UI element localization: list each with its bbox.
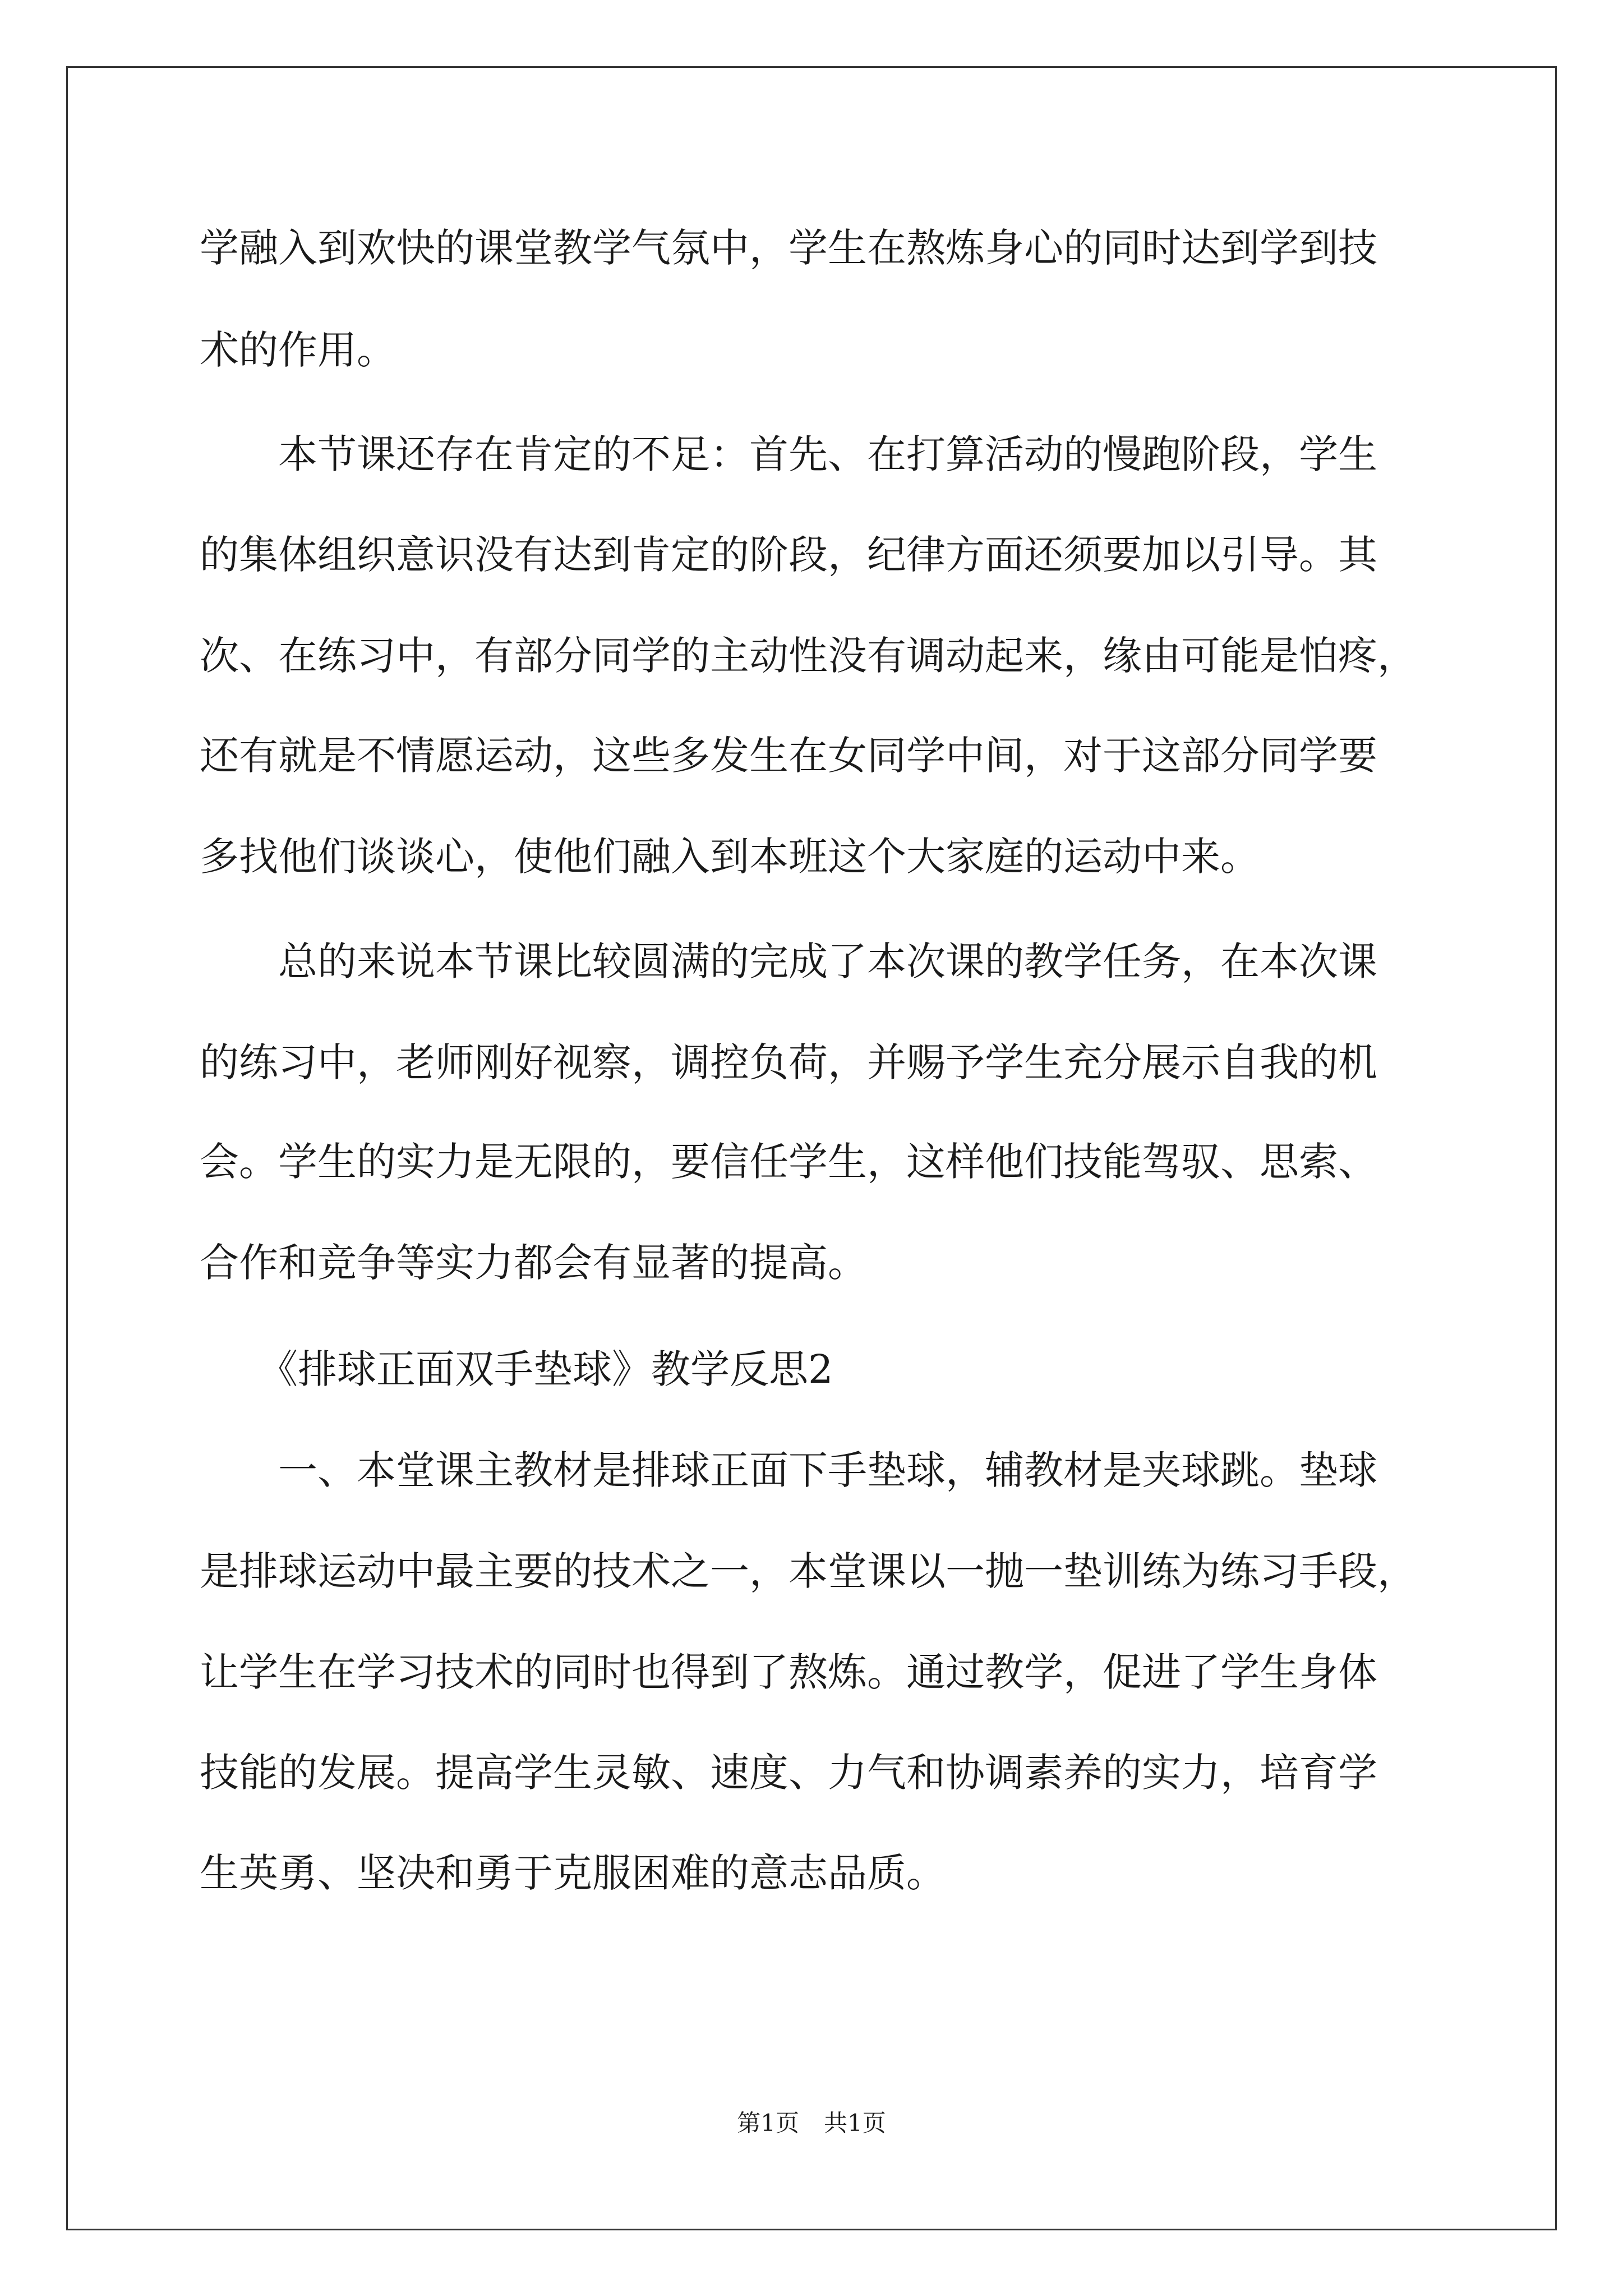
text-line: 让学生在学习技术的同时也得到了熬炼。通过教学，促进了学生身体 (200, 1649, 1377, 1695)
text-line: 还有就是不情愿运动，这些多发生在女同学中间，对于这部分同学要 (200, 733, 1377, 779)
text-line: 的集体组织意识没有达到肯定的阶段，纪律方面还须要加以引导。其 (200, 532, 1377, 578)
section-heading: 《排球正面双手垫球》教学反思2 (200, 1346, 833, 1392)
text-line: 的练习中，老师刚好视察，调控负荷，并赐予学生充分展示自我的机 (200, 1039, 1377, 1085)
text-line: 总的来说本节课比较圆满的完成了本次课的教学任务，在本次课 (200, 938, 1377, 984)
text-line: 技能的发展。提高学生灵敏、速度、力气和协调素养的实力，培育学 (200, 1750, 1377, 1796)
text-line: 合作和竞争等实力都会有显著的提高。 (200, 1240, 867, 1286)
page-footer (0, 2106, 1623, 2140)
text-line: 一、本堂课主教材是排球正面下手垫球，辅教材是夹球跳。垫球 (200, 1447, 1377, 1493)
text-line: 生英勇、坚决和勇于克服困难的意志品质。 (200, 1850, 946, 1896)
text-line: 次、在练习中，有部分同学的主动性没有调动起来，缘由可能是怕疼， (200, 633, 1417, 679)
page-number-current: 第1页 (737, 2109, 799, 2137)
text-line: 本节课还存在肯定的不足：首先、在打算活动的慢跑阶段，学生 (200, 431, 1377, 477)
text-line: 是排球运动中最主要的技术之一，本堂课以一抛一垫训练为练习手段， (200, 1548, 1417, 1594)
text-line: 会。学生的实力是无限的，要信任学生，这样他们技能驾驭、思索、 (200, 1139, 1377, 1185)
text-line: 多找他们谈谈心，使他们融入到本班这个大家庭的运动中来。 (200, 834, 1260, 880)
text-line: 学融入到欢快的课堂教学气氛中，学生在熬炼身心的同时达到学到技 (200, 225, 1377, 271)
text-line: 术的作用。 (200, 327, 396, 373)
page-number-total: 共1页 (824, 2109, 886, 2137)
